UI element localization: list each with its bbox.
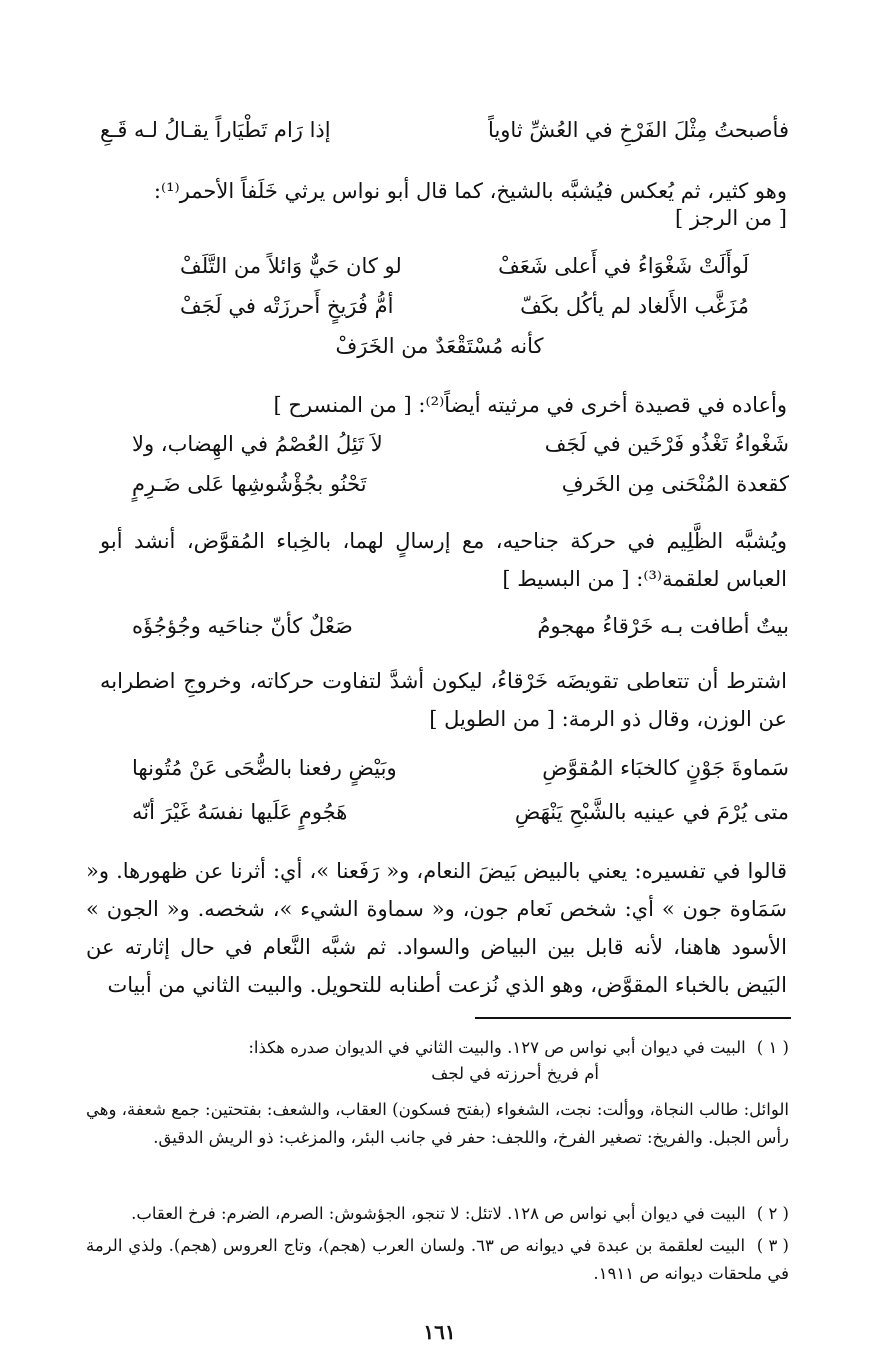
verse-hemistich: مُزَغَّب الأَلغاد لم يأكُل بكَفّ — [520, 294, 749, 318]
footnote-text: البيت في ديوان أبي نواس ص ١٢٨. لاتئل: لا تنجو، الجؤشوش: الصرم، الضرم: فرخ العقاب. — [131, 1204, 746, 1223]
footnote — [86, 1200, 789, 1228]
verse-hemistich: وبَيْضٍ رفعنا بالضُّحَى عَنْ مُتُونها — [132, 756, 397, 780]
footnote — [86, 1232, 789, 1288]
paragraph-text: ويُشبَّه الظَّلِيم في حركة جناحيه، مع إرسالٍ لهما، بالخِباء المُقوَّض، أنشد أبو العباس لعلقمة⁽³⁾: [ من البسيط ] — [100, 529, 787, 591]
verse-hemistich: لاَ تَئِلُ العُصْمُ في الهِضاب، ولا — [132, 432, 383, 456]
meter-tag: [ من الرجز ] — [674, 206, 787, 230]
verse-hemistich: لَوأَلَتْ شَغْوَاءُ في أَعلى شَعَفْ — [498, 254, 749, 278]
footnote-divider — [475, 1017, 791, 1019]
footnote-text: البيت في ديوان أبي نواس ص ١٢٧. والبيت الثاني في الديوان صدره هكذا: — [248, 1038, 746, 1057]
footnote-number: ( ١ ) — [756, 1038, 789, 1057]
verse-hemistich: إذا رَام تَطْيَاراً يقـالُ لـه قَـعِ — [100, 118, 331, 142]
footnote-quote: أم فريخ أحرزته في لجف — [431, 1064, 599, 1083]
footnote-number: ( ٢ ) — [756, 1204, 789, 1223]
page-number: ١٦١ — [423, 1320, 456, 1344]
paragraph — [100, 172, 787, 210]
verse-hemistich: فأصبحتُ مِثْلَ الفَرْخِ في العُشِّ ثاوياً — [488, 118, 789, 142]
paragraph — [100, 662, 787, 738]
paragraph-text: وأعاده في قصيدة أخرى في مرثيته أيضاً⁽²⁾: [ من المنسرح ] — [273, 393, 787, 417]
paragraph — [86, 852, 787, 1004]
verse-hemistich: لو كان حَيٌّ وَائلاً من التَّلَفْ — [180, 254, 402, 278]
paragraph — [100, 386, 787, 424]
verse-hemistich: هَجُومٍ عَلَيها نفسَهُ غَيْرَ أنّه — [132, 800, 348, 824]
verse-hemistich: شَغْواءُ تَغْذُو فَرْخَين في لَجَف — [544, 432, 789, 456]
verse-hemistich: كقعدة المُنْحَنى مِن الخَرفِ — [561, 472, 789, 496]
verse-hemistich: متى يُرْمَ في عينيه بالشَّبْحِ يَنْهَضِ — [514, 800, 789, 824]
verse-hemistich: سَماوةَ جَوْنٍ كالخبَاء المُقوَّضِ — [542, 756, 789, 780]
footnote-text: البيت لعلقمة بن عبدة في ديوانه ص ٦٣. ولسان العرب (هجم)، وتاج العروس (هجم). ولذي الرمة في ملحقات ديوانه ص ١٩١١. — [86, 1236, 789, 1283]
footnote — [86, 1034, 789, 1062]
verse-center: كأنه مُسْتَقْعَدٌ من الخَرَفْ — [335, 334, 544, 358]
paragraph-text: وهو كثير، ثم يُعكس فيُشبَّه بالشيخ، كما قال أبو نواس يرثي خَلَفاً الأحمر⁽¹⁾: — [153, 179, 787, 203]
footnote-text: الوائل: طالب النجاة، ووألت: نجت، الشغواء (بفتح فسكون) العقاب، والشعف: بفتحتين: جمع شعفة، وهي رأس الجبل. والفريخ: تصغير الفرخ، واللجف: حفر في جانب البئر، والمزغب: ذو الريش الدقيق. — [86, 1100, 789, 1147]
paragraph-text: قالوا في تفسيره: يعني بالبيض بَيضَ النعام، و« رَفَعنا »، أي: أثرنا عن ظهورها. و« سَمَاوة جون » أي: شخص نَعام جون، و« سماوة الشيء »، شخصه. و« الجون » الأسود هاهنا، لأنه قابل بين البياض والسواد. ثم شبَّه النَّعام في حال إثارته عن البَيض بالخباء المقوَّض، وهو الذي نُزعت أطنابه للتحويل. والبيت الثاني من أبيات — [86, 859, 787, 997]
verse-hemistich: صَعْلٌ كأنّ جناحَيه وجُؤجُؤَه — [132, 614, 353, 638]
footnote-number: ( ٣ ) — [756, 1236, 789, 1255]
paragraph — [100, 522, 787, 598]
verse-hemistich: بيتٌ أطافت بـه خَرْقاءُ مهجومُ — [537, 614, 789, 638]
paragraph-text: اشترط أن تتعاطى تقويضَه خَرْقاءُ، ليكون أشدَّ لتفاوت حركاته، وخروجِ اضطرابه عن الوزن، وقال ذو الرمة: [ من الطويل ] — [100, 669, 787, 731]
verse-hemistich: تَحْنُو بجُؤْشُوشِها عَلى ضَـرِمٍ — [132, 472, 367, 496]
verse-hemistich: أمُّ فُرَيخٍ أَحرزَتْه في لَجَفْ — [180, 294, 394, 318]
